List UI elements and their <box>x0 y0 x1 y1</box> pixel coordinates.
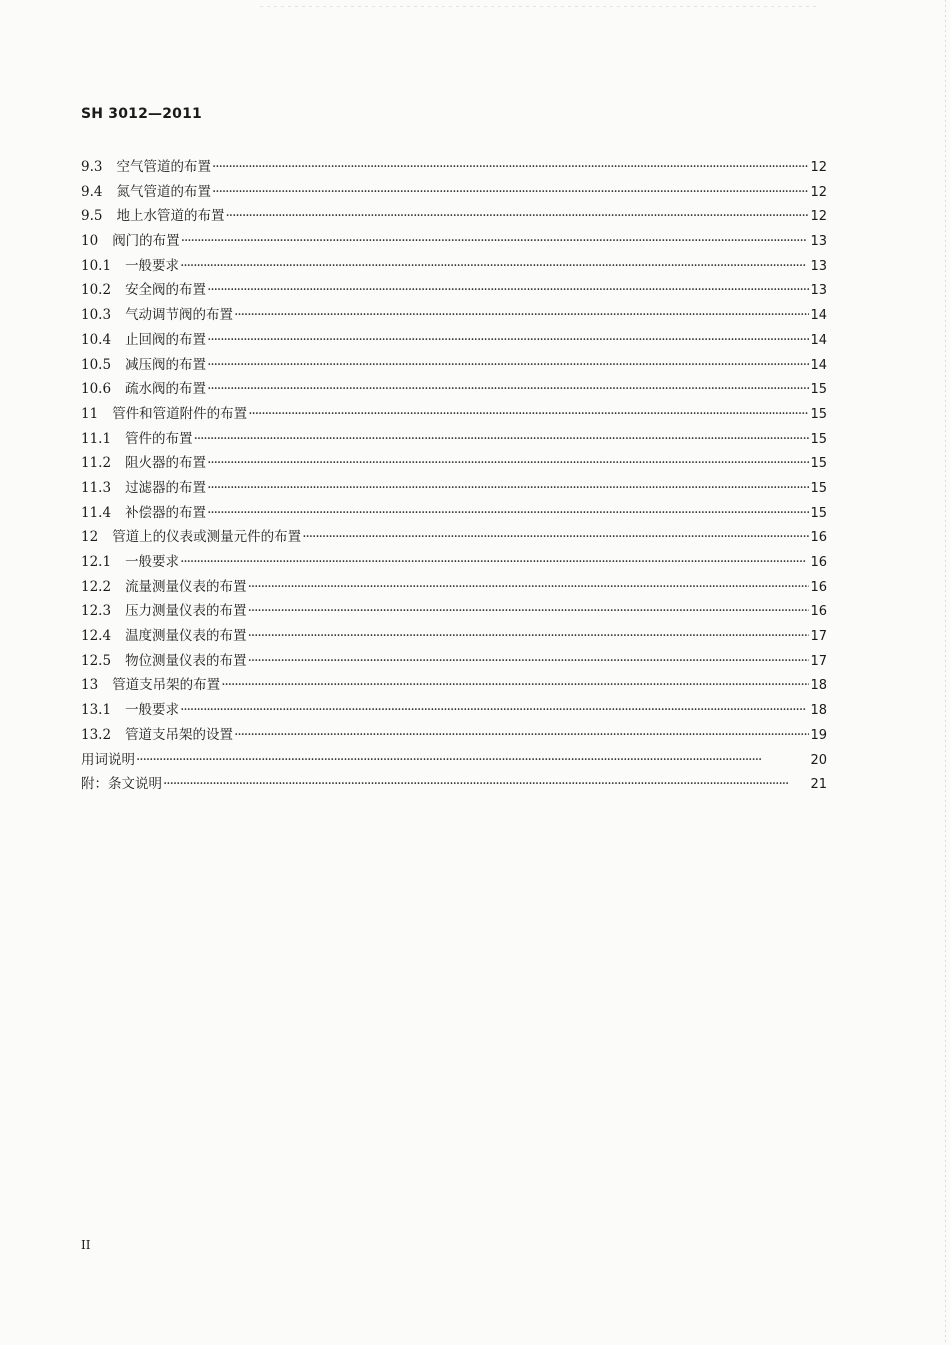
toc-entry-page: 13 <box>810 234 827 250</box>
toc-entry-number: 12.1 <box>81 554 112 570</box>
toc-entry[interactable] <box>81 328 827 353</box>
toc-entry-number: 12.3 <box>81 603 112 620</box>
toc-entry-title: 管件和管道附件的布置 <box>112 405 248 422</box>
toc-entry[interactable] <box>81 748 827 773</box>
toc-entry-page: 12 <box>810 184 827 200</box>
toc-entry-number: 10.2 <box>81 282 112 299</box>
toc-entry-page: 15 <box>810 456 827 472</box>
toc-leader-dots <box>194 427 810 452</box>
toc-entry-page: 14 <box>810 357 827 373</box>
toc-entry-title: 止回阀的布置 <box>125 331 207 348</box>
toc-entry[interactable] <box>81 698 827 723</box>
toc-leader-dots <box>234 303 809 328</box>
toc-entry-number: 12.4 <box>81 628 112 645</box>
toc-leader-dots <box>212 180 809 205</box>
toc-entry-number: 11.1 <box>81 430 112 447</box>
toc-entry-title: 安全阀的布置 <box>125 282 207 299</box>
toc-leader-dots <box>248 624 810 649</box>
toc-entry-page: 16 <box>810 530 827 546</box>
toc-entry-number: 9.4 <box>81 183 103 200</box>
page-folio: II <box>81 1238 91 1252</box>
toc-entry-title: 管道支吊架的布置 <box>112 677 221 694</box>
toc-entry-page: 15 <box>810 382 827 398</box>
toc-leader-dots <box>248 575 810 600</box>
toc-entry-number: 13.1 <box>81 702 112 719</box>
toc-entry-number: 9.5 <box>81 208 103 225</box>
toc-entry-number: 10.6 <box>81 381 112 398</box>
toc-entry-number: 10 <box>81 233 99 250</box>
toc-leader-dots <box>180 550 809 575</box>
toc-leader-dots <box>248 649 810 674</box>
toc-leader-dots <box>207 476 809 501</box>
toc-leader-dots <box>221 673 809 698</box>
toc-entry[interactable] <box>81 772 827 797</box>
toc-leader-dots <box>302 525 809 550</box>
toc-entry-title: 空气管道的布置 <box>116 159 211 175</box>
toc-entry-title: 补偿器的布置 <box>125 504 207 521</box>
toc-entry-title: 流量测量仪表的布置 <box>125 578 247 595</box>
toc-entry-page: 15 <box>810 406 827 422</box>
toc-entry-number: 10.1 <box>81 257 112 274</box>
document-code: SH 3012—2011 <box>81 106 203 122</box>
toc-entry-page: 13 <box>810 258 827 274</box>
toc-entry-page: 19 <box>810 727 827 743</box>
toc-leader-dots <box>181 229 810 254</box>
toc-entry-number: 10.4 <box>81 331 112 348</box>
toc-entry-page: 18 <box>810 703 827 719</box>
toc-entry-page: 16 <box>810 604 827 620</box>
toc-entry-page: 20 <box>810 752 827 768</box>
toc-entry-number: 9.3 <box>81 159 103 175</box>
toc-entry-page: 16 <box>810 555 827 570</box>
toc-entry-title: 减压阀的布置 <box>125 356 207 373</box>
toc-entry[interactable] <box>81 575 827 600</box>
toc-entry-page: 15 <box>810 505 827 521</box>
toc-entry-title: 温度测量仪表的布置 <box>125 628 247 645</box>
toc-leader-dots <box>207 353 809 378</box>
toc-entry-page: 21 <box>810 777 827 793</box>
toc-entry-page: 13 <box>810 283 827 299</box>
toc-entry[interactable] <box>81 303 827 328</box>
toc-leader-dots <box>234 723 809 748</box>
toc-leader-dots <box>207 377 809 402</box>
toc-entry[interactable] <box>81 278 827 303</box>
toc-entry[interactable] <box>81 180 827 205</box>
toc-leader-dots <box>207 501 809 526</box>
toc-entry-page: 18 <box>810 678 827 694</box>
toc-entry-title: 一般要求 <box>125 702 180 719</box>
toc-entry[interactable] <box>81 550 827 575</box>
toc-entry-page: 12 <box>810 160 827 175</box>
toc-entry-title: 地上水管道的布置 <box>116 208 225 225</box>
toc-entry[interactable] <box>81 451 827 476</box>
toc-entry-title: 压力测量仪表的布置 <box>125 603 247 620</box>
toc-entry[interactable] <box>81 673 827 698</box>
toc-entry-page: 16 <box>810 579 827 595</box>
toc-leader-dots <box>180 254 809 279</box>
toc-entry-number: 11.2 <box>81 455 112 472</box>
toc-entry-number: 10.5 <box>81 356 112 373</box>
toc-entry-page: 17 <box>810 653 827 669</box>
toc-entry[interactable] <box>81 476 827 501</box>
toc-entry[interactable] <box>81 377 827 402</box>
toc-entry-number: 12.5 <box>81 652 112 669</box>
toc-entry-page: 12 <box>810 209 827 225</box>
toc-entry-title: 一般要求 <box>125 257 180 274</box>
toc-entry-title: 管道上的仪表或测量元件的布置 <box>112 529 302 546</box>
toc-entry-title: 氮气管道的布置 <box>116 183 211 200</box>
toc-leader-dots <box>225 204 809 229</box>
toc-entry-page: 15 <box>810 431 827 447</box>
toc-leader-dots <box>207 278 809 303</box>
toc-entry-page: 14 <box>810 308 827 324</box>
toc-entry-page: 14 <box>810 332 827 348</box>
toc-entry-number: 11.3 <box>81 479 112 496</box>
toc-entry[interactable] <box>81 155 827 180</box>
toc-entry-title: 疏水阀的布置 <box>125 381 207 398</box>
toc-entry[interactable] <box>81 427 827 452</box>
toc-entry[interactable] <box>81 254 827 279</box>
toc-leader-dots <box>207 451 809 476</box>
toc-entry-title: 用词说明 <box>81 751 135 768</box>
toc-entry-title: 过滤器的布置 <box>125 479 207 496</box>
toc-entry[interactable] <box>81 723 827 748</box>
toc-entry[interactable] <box>81 402 827 427</box>
toc-leader-dots <box>248 599 810 624</box>
toc-entry-title: 一般要求 <box>125 554 180 570</box>
toc-entry-number: 13 <box>81 677 99 694</box>
toc-entry[interactable] <box>81 204 827 229</box>
toc-entry-number: 11.4 <box>81 504 112 521</box>
toc-entry-title: 气动调节阀的布置 <box>125 307 234 324</box>
toc-entry-number: 10.3 <box>81 307 112 324</box>
toc-leader-dots <box>163 772 809 797</box>
scan-edge-right <box>945 0 946 1345</box>
scan-edge-top <box>260 6 820 7</box>
toc-entry-title: 阻火器的布置 <box>125 455 207 472</box>
toc-entry[interactable] <box>81 525 827 550</box>
toc-entry-title: 管道支吊架的设置 <box>125 726 234 743</box>
toc-entry-number: 13.2 <box>81 726 112 743</box>
toc-entry[interactable] <box>81 599 827 624</box>
toc-entry[interactable] <box>81 229 827 254</box>
toc-leader-dots <box>180 698 809 723</box>
toc-entry-title: 附：条文说明 <box>81 776 162 793</box>
toc-leader-dots <box>248 402 809 427</box>
toc-entry-number: 12.2 <box>81 578 112 595</box>
toc-leader-dots <box>212 155 809 180</box>
toc-entry-page: 15 <box>810 480 827 496</box>
toc-entry-number: 11 <box>81 405 99 422</box>
toc-entry[interactable] <box>81 649 827 674</box>
table-of-contents <box>81 155 827 797</box>
toc-entry[interactable] <box>81 624 827 649</box>
toc-entry[interactable] <box>81 353 827 378</box>
toc-leader-dots <box>207 328 809 353</box>
toc-leader-dots <box>136 748 809 773</box>
toc-entry-page: 17 <box>810 629 827 645</box>
toc-entry-title: 物位测量仪表的布置 <box>125 652 247 669</box>
toc-entry-title: 管件的布置 <box>125 430 193 447</box>
toc-entry-title: 阀门的布置 <box>112 233 180 250</box>
toc-entry[interactable] <box>81 501 827 526</box>
toc-entry-number: 12 <box>81 529 99 546</box>
